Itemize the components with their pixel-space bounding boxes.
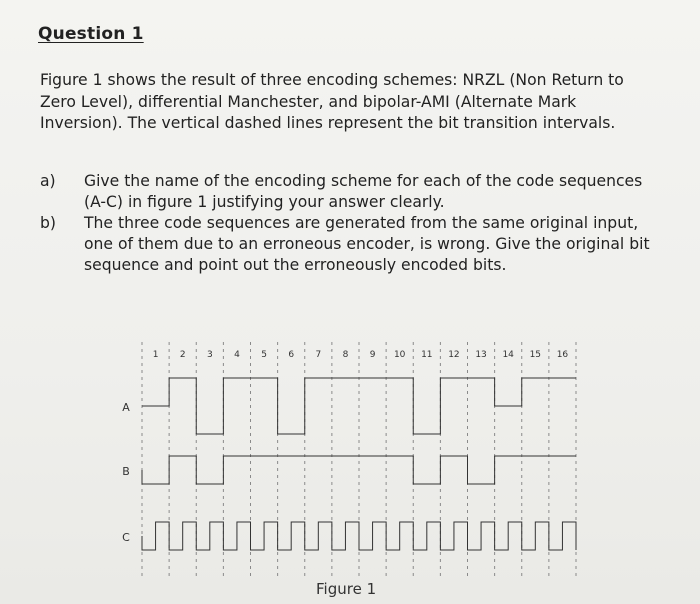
bit-number-label: 12 xyxy=(448,350,460,360)
intro-paragraph: Figure 1 shows the result of three encoding schemes: NRZL (Non Return to Zero Level), differential Manchester, and bipolar-AMI (Alternate Mark Inversion). The vertical dashed lines represent the bit transition intervals. xyxy=(40,71,624,132)
question-item-a xyxy=(40,171,655,213)
bit-number-label: 10 xyxy=(393,350,406,360)
bit-number-label: 2 xyxy=(179,350,186,360)
question-heading: Question 1 xyxy=(38,24,144,44)
signal-label-a: A xyxy=(122,401,130,414)
bit-number-label: 8 xyxy=(342,350,349,360)
bit-number-label: 1 xyxy=(152,350,159,360)
question-text-b: The three code sequences are generated from the same original input, one of them due to an erroneous encoder, is wrong. Give the original bit sequence and point out the erroneously encoded bits. xyxy=(84,214,650,274)
signal-label-c: C xyxy=(122,531,130,544)
bit-number-label: 9 xyxy=(369,350,376,360)
bit-number-label: 6 xyxy=(288,350,295,360)
figure-1 xyxy=(0,330,700,604)
bit-number-labels xyxy=(153,350,569,360)
encoding-waveforms-diagram xyxy=(0,330,700,580)
bit-number-label: 4 xyxy=(234,350,240,360)
bit-number-label: 11 xyxy=(421,350,433,360)
question-list xyxy=(40,171,655,276)
bit-number-label: 15 xyxy=(529,350,542,360)
question-text-a: Give the name of the encoding scheme for each of the code sequences (A-C) in figure 1 justifying your answer clearly. xyxy=(84,172,643,211)
figure-caption: Figure 1 xyxy=(316,580,377,598)
bit-number-label: 3 xyxy=(206,350,213,360)
question-marker-b: b) xyxy=(40,214,56,232)
signal-label-b: B xyxy=(122,465,130,478)
bit-number-label: 16 xyxy=(556,350,569,360)
bit-number-label: 14 xyxy=(502,350,514,360)
question-item-b xyxy=(40,213,655,276)
question-marker-a: a) xyxy=(40,172,56,190)
bit-number-label: 5 xyxy=(261,350,267,360)
bit-number-label: 7 xyxy=(315,350,322,360)
signal-waveform-c xyxy=(142,522,576,550)
bit-number-label: 13 xyxy=(475,350,487,360)
signal-waveforms xyxy=(122,378,576,550)
